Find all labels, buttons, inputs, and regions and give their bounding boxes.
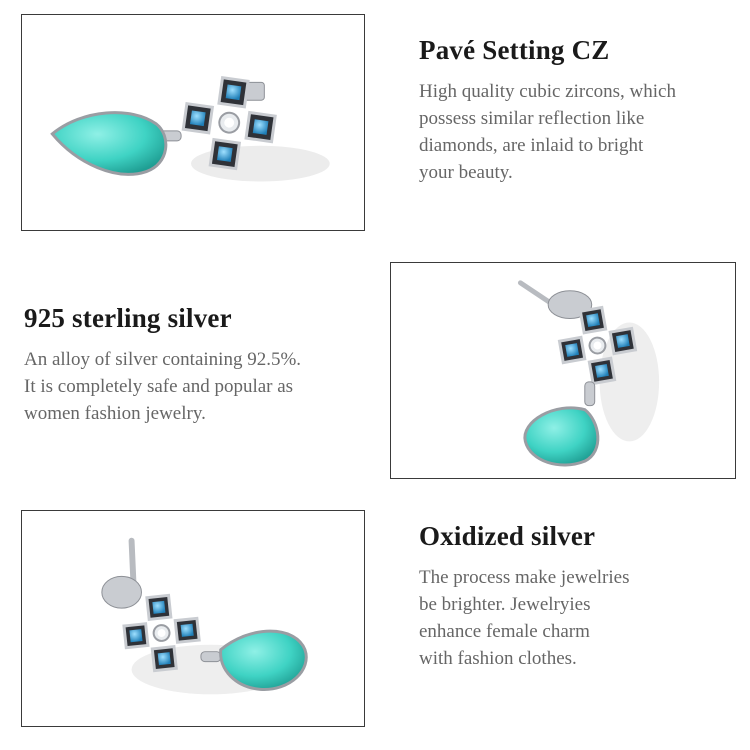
feature-description <box>419 78 676 186</box>
description-line: be brighter. Jewelryies <box>419 594 591 615</box>
photo-panel-2 <box>390 262 736 479</box>
earring-illustration-1 <box>22 15 364 230</box>
earring-illustration-3 <box>22 511 364 726</box>
photo-panel-3 <box>21 510 365 727</box>
earring-illustration-2 <box>391 263 735 478</box>
description-line: An alloy of silver containing 92.5%. <box>24 349 302 370</box>
earring-back <box>102 576 142 608</box>
description-line: High quality cubic zircons, which <box>419 81 676 102</box>
feature-description <box>419 564 630 672</box>
description-line: It is completely safe and popular as <box>24 376 294 397</box>
feature-title: Pavé Setting CZ <box>419 35 610 65</box>
description-line: women fashion jewelry. <box>24 403 206 424</box>
feature-title: 925 sterling silver <box>24 303 232 333</box>
feature-block-pave <box>419 37 676 186</box>
feature-block-oxidized <box>419 523 630 672</box>
description-line: possess similar reflection like <box>419 108 645 129</box>
connector-ring <box>201 652 221 662</box>
turquoise-teardrop <box>221 631 307 689</box>
connector-ring <box>585 382 595 406</box>
feature-description <box>24 346 301 427</box>
turquoise-teardrop <box>52 113 166 175</box>
feature-title: Oxidized silver <box>419 521 596 551</box>
photo-panel-1 <box>21 14 365 231</box>
description-line: enhance female charm <box>419 621 590 642</box>
description-line: with fashion clothes. <box>419 648 577 669</box>
description-line: The process make jewelries <box>419 567 630 588</box>
description-line: diamonds, are inlaid to bright <box>419 135 644 156</box>
turquoise-teardrop <box>525 408 598 465</box>
feature-block-silver <box>24 305 301 427</box>
description-line: your beauty. <box>419 162 513 183</box>
